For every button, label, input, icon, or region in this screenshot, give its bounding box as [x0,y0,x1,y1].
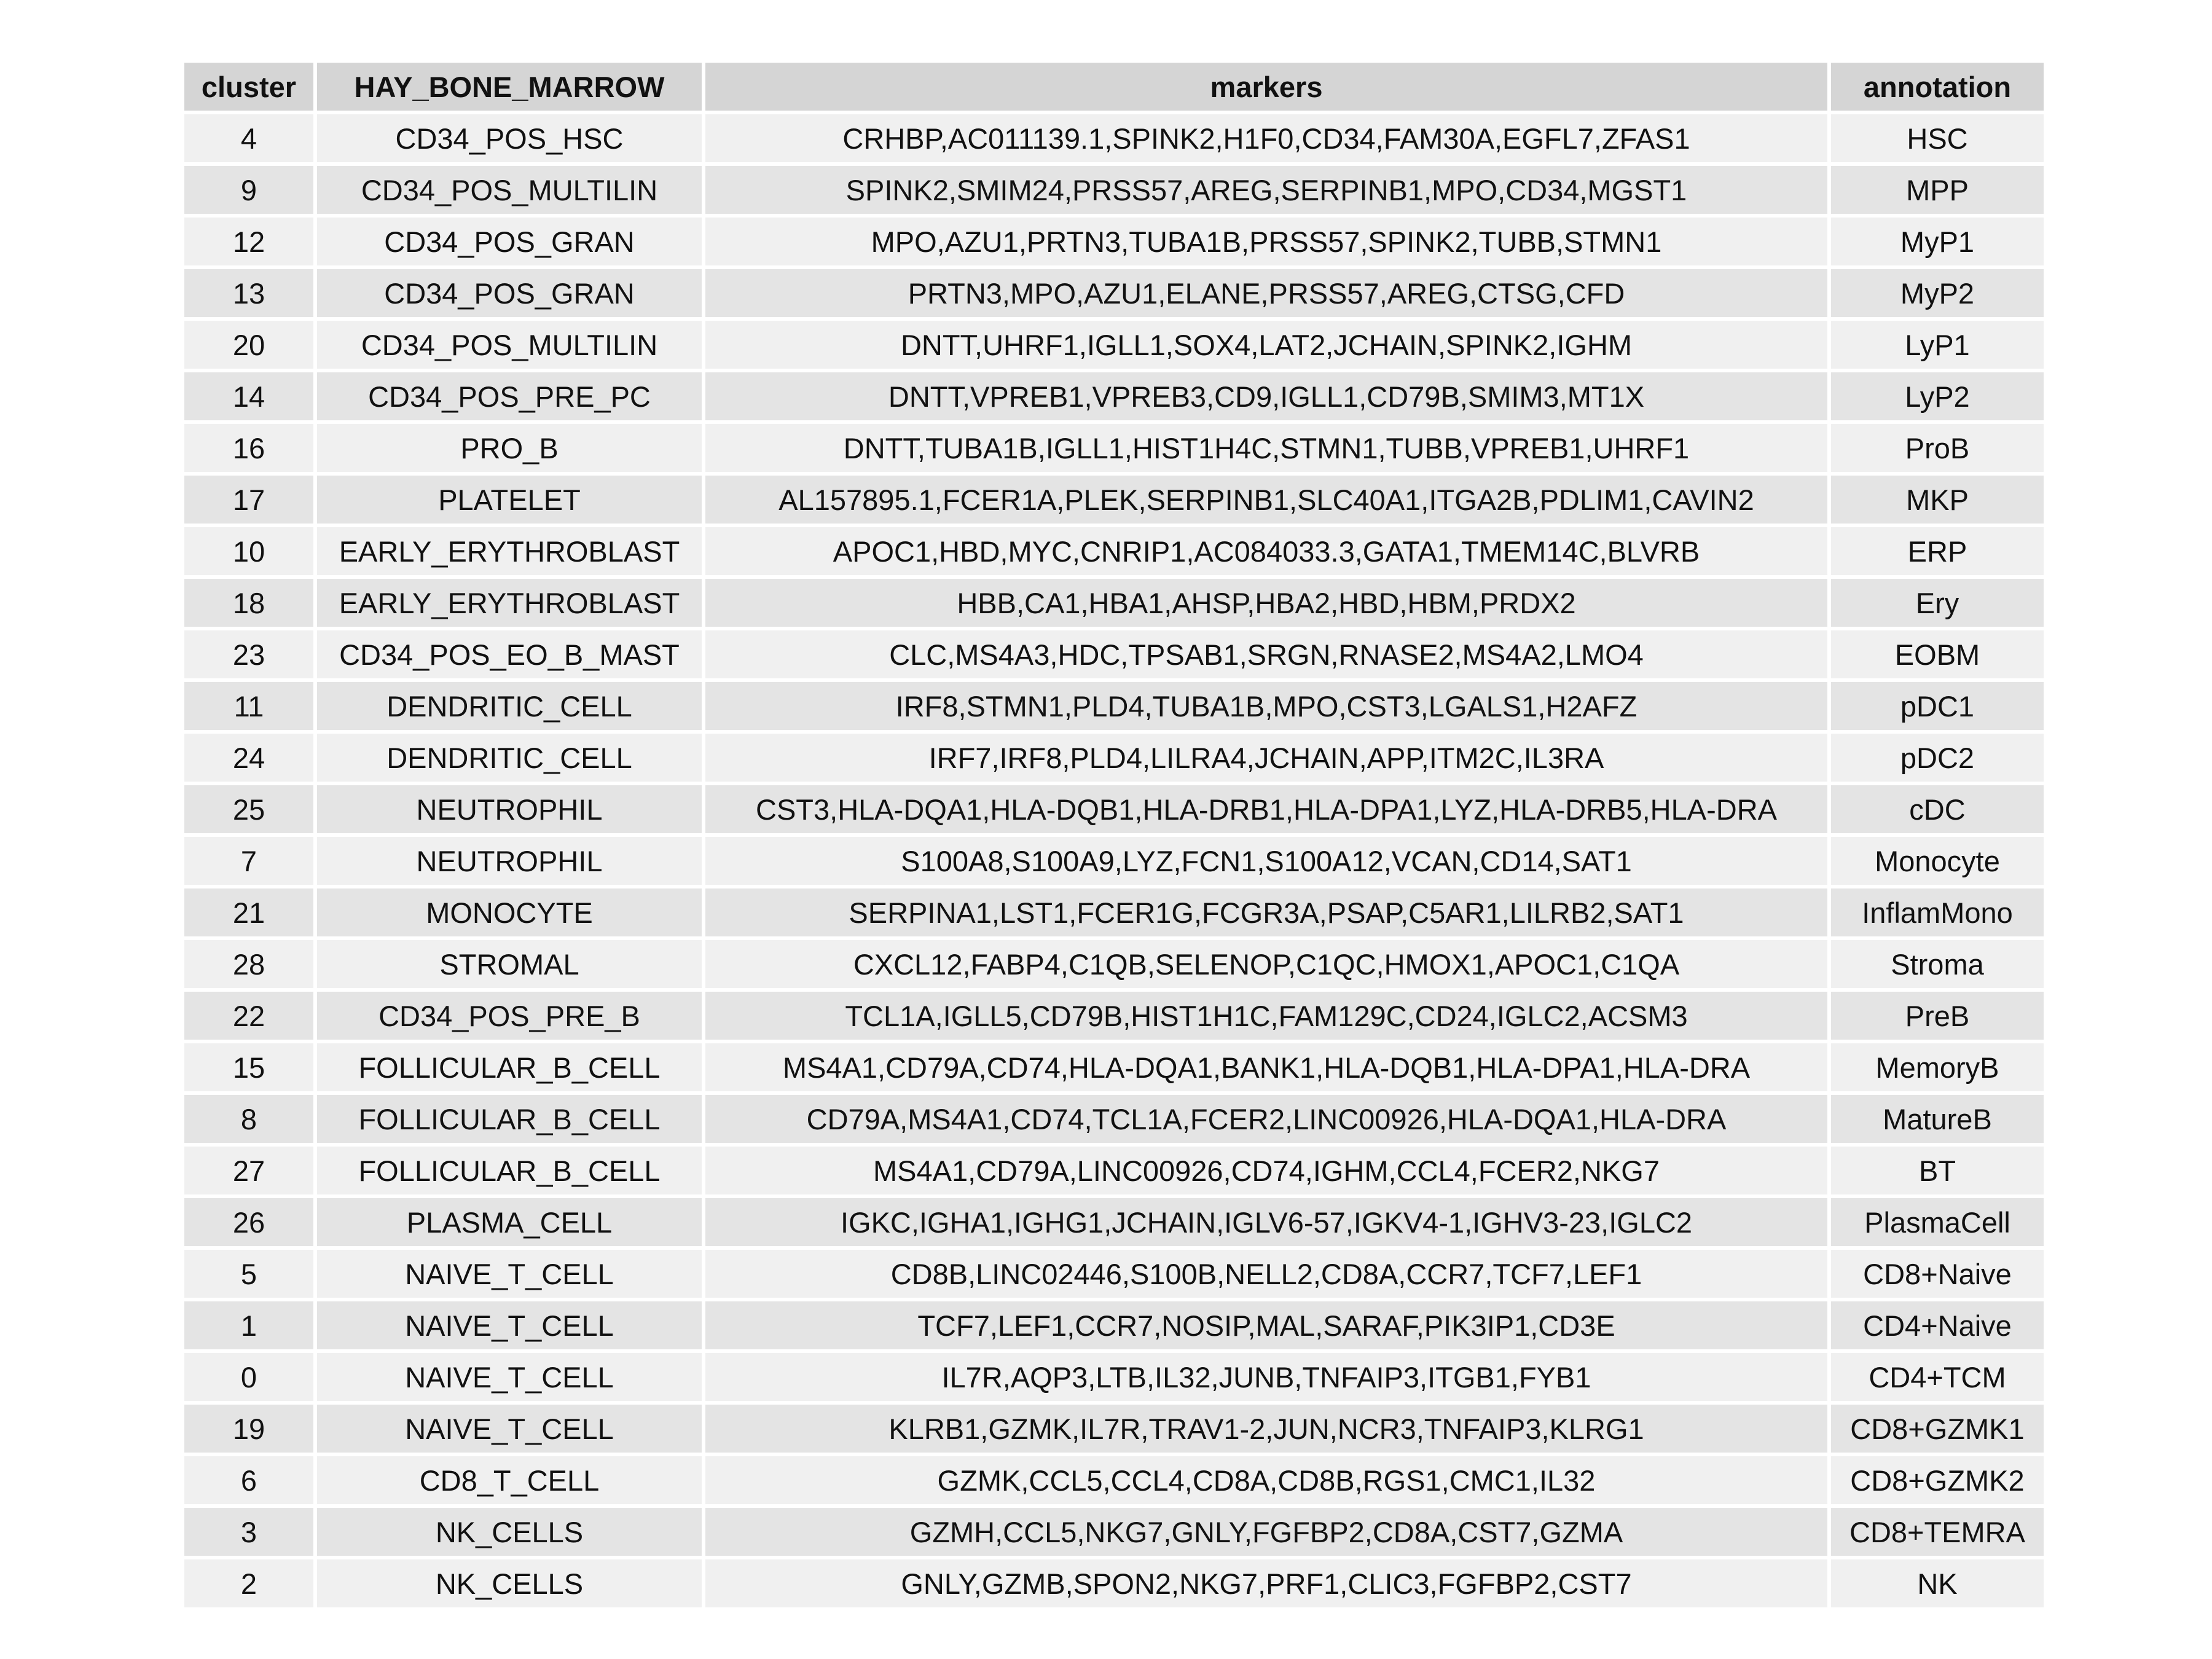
annotation-cell: cDC [1831,785,2044,833]
hay-bone-marrow-cell: NAIVE_T_CELL [317,1301,702,1349]
table-row [184,888,2044,936]
markers-cell: APOC1,HBD,MYC,CNRIP1,AC084033.3,GATA1,TMEM14C,BLVRB [705,527,1827,575]
markers-cell: MS4A1,CD79A,CD74,HLA-DQA1,BANK1,HLA-DQB1,HLA-DPA1,HLA-DRA [705,1043,1827,1091]
cluster-cell: 28 [184,940,313,988]
table-row [184,321,2044,369]
annotation-cell: MyP2 [1831,269,2044,317]
annotation-cell: CD8+Naive [1831,1250,2044,1298]
hay-bone-marrow-cell: CD34_POS_PRE_B [317,992,702,1040]
annotation-cell: MyP1 [1831,218,2044,265]
cluster-cell: 19 [184,1405,313,1453]
hay-bone-marrow-cell: FOLLICULAR_B_CELL [317,1095,702,1143]
annotation-cell: LyP2 [1831,372,2044,420]
table-row [184,734,2044,782]
markers-cell: GZMK,CCL5,CCL4,CD8A,CD8B,RGS1,CMC1,IL32 [705,1456,1827,1504]
hay-bone-marrow-cell: PLATELET [317,476,702,524]
hay-bone-marrow-cell: NK_CELLS [317,1559,702,1607]
annotation-cell: InflamMono [1831,888,2044,936]
hay-bone-marrow-cell: CD34_POS_EO_B_MAST [317,630,702,678]
table-body [184,114,2044,1607]
table-row [184,1456,2044,1504]
table-row [184,940,2044,988]
hay-bone-marrow-cell: FOLLICULAR_B_CELL [317,1043,702,1091]
table-row [184,682,2044,730]
cluster-cell: 0 [184,1353,313,1401]
column-header-annotation: annotation [1831,63,2044,111]
hay-bone-marrow-cell: NEUTROPHIL [317,837,702,885]
column-header-markers: markers [705,63,1827,111]
markers-cell: KLRB1,GZMK,IL7R,TRAV1-2,JUN,NCR3,TNFAIP3,KLRG1 [705,1405,1827,1453]
markers-cell: CD79A,MS4A1,CD74,TCL1A,FCER2,LINC00926,HLA-DQA1,HLA-DRA [705,1095,1827,1143]
table-row [184,476,2044,524]
hay-bone-marrow-cell: DENDRITIC_CELL [317,682,702,730]
table-row [184,1250,2044,1298]
marker-table-container [184,63,2040,1607]
cluster-cell: 26 [184,1198,313,1246]
cluster-cell: 13 [184,269,313,317]
markers-cell: IRF7,IRF8,PLD4,LILRA4,JCHAIN,APP,ITM2C,IL3RA [705,734,1827,782]
annotation-cell: Ery [1831,579,2044,627]
markers-cell: HBB,CA1,HBA1,AHSP,HBA2,HBD,HBM,PRDX2 [705,579,1827,627]
hay-bone-marrow-cell: CD34_POS_PRE_PC [317,372,702,420]
annotation-cell: HSC [1831,114,2044,162]
column-header-hay-bone-marrow: HAY_BONE_MARROW [317,63,702,111]
cluster-cell: 24 [184,734,313,782]
cluster-cell: 5 [184,1250,313,1298]
table-row [184,269,2044,317]
cluster-cell: 1 [184,1301,313,1349]
cluster-cell: 14 [184,372,313,420]
annotation-cell: NK [1831,1559,2044,1607]
hay-bone-marrow-cell: CD34_POS_HSC [317,114,702,162]
table-row [184,1508,2044,1556]
cluster-cell: 9 [184,166,313,214]
hay-bone-marrow-cell: PRO_B [317,424,702,472]
table-row [184,837,2044,885]
cluster-cell: 10 [184,527,313,575]
cluster-cell: 2 [184,1559,313,1607]
table-row [184,1301,2044,1349]
annotation-cell: pDC2 [1831,734,2044,782]
markers-cell: SERPINA1,LST1,FCER1G,FCGR3A,PSAP,C5AR1,LILRB2,SAT1 [705,888,1827,936]
table-row [184,372,2044,420]
annotation-cell: ProB [1831,424,2044,472]
table-row [184,527,2044,575]
markers-cell: CLC,MS4A3,HDC,TPSAB1,SRGN,RNASE2,MS4A2,LMO4 [705,630,1827,678]
table-row [184,1405,2044,1453]
markers-cell: AL157895.1,FCER1A,PLEK,SERPINB1,SLC40A1,ITGA2B,PDLIM1,CAVIN2 [705,476,1827,524]
hay-bone-marrow-cell: NEUTROPHIL [317,785,702,833]
annotation-cell: MPP [1831,166,2044,214]
cluster-cell: 18 [184,579,313,627]
table-row [184,166,2044,214]
table-row [184,1198,2044,1246]
table-row [184,630,2044,678]
annotation-cell: Monocyte [1831,837,2044,885]
annotation-cell: CD8+GZMK1 [1831,1405,2044,1453]
annotation-cell: LyP1 [1831,321,2044,369]
markers-cell: GNLY,GZMB,SPON2,NKG7,PRF1,CLIC3,FGFBP2,CST7 [705,1559,1827,1607]
annotation-cell: PlasmaCell [1831,1198,2044,1246]
markers-cell: DNTT,TUBA1B,IGLL1,HIST1H4C,STMN1,TUBB,VPREB1,UHRF1 [705,424,1827,472]
markers-cell: TCF7,LEF1,CCR7,NOSIP,MAL,SARAF,PIK3IP1,CD3E [705,1301,1827,1349]
markers-cell: IL7R,AQP3,LTB,IL32,JUNB,TNFAIP3,ITGB1,FYB1 [705,1353,1827,1401]
hay-bone-marrow-cell: CD34_POS_MULTILIN [317,166,702,214]
table-row [184,992,2044,1040]
annotation-cell: CD8+TEMRA [1831,1508,2044,1556]
table-row [184,785,2044,833]
annotation-cell: MKP [1831,476,2044,524]
markers-cell: GZMH,CCL5,NKG7,GNLY,FGFBP2,CD8A,CST7,GZMA [705,1508,1827,1556]
markers-cell: CRHBP,AC011139.1,SPINK2,H1F0,CD34,FAM30A,EGFL7,ZFAS1 [705,114,1827,162]
markers-cell: DNTT,UHRF1,IGLL1,SOX4,LAT2,JCHAIN,SPINK2,IGHM [705,321,1827,369]
hay-bone-marrow-cell: DENDRITIC_CELL [317,734,702,782]
cluster-cell: 16 [184,424,313,472]
hay-bone-marrow-cell: CD8_T_CELL [317,1456,702,1504]
annotation-cell: CD4+Naive [1831,1301,2044,1349]
hay-bone-marrow-cell: EARLY_ERYTHROBLAST [317,527,702,575]
marker-table [181,59,2047,1611]
markers-cell: MS4A1,CD79A,LINC00926,CD74,IGHM,CCL4,FCER2,NKG7 [705,1147,1827,1194]
hay-bone-marrow-cell: PLASMA_CELL [317,1198,702,1246]
table-row [184,218,2044,265]
annotation-cell: EOBM [1831,630,2044,678]
cluster-cell: 7 [184,837,313,885]
column-header-cluster: cluster [184,63,313,111]
cluster-cell: 11 [184,682,313,730]
markers-cell: SPINK2,SMIM24,PRSS57,AREG,SERPINB1,MPO,CD34,MGST1 [705,166,1827,214]
markers-cell: IGKC,IGHA1,IGHG1,JCHAIN,IGLV6-57,IGKV4-1,IGHV3-23,IGLC2 [705,1198,1827,1246]
hay-bone-marrow-cell: CD34_POS_MULTILIN [317,321,702,369]
annotation-cell: MemoryB [1831,1043,2044,1091]
table-header-row [184,63,2044,111]
annotation-cell: MatureB [1831,1095,2044,1143]
hay-bone-marrow-cell: NAIVE_T_CELL [317,1250,702,1298]
hay-bone-marrow-cell: STROMAL [317,940,702,988]
hay-bone-marrow-cell: FOLLICULAR_B_CELL [317,1147,702,1194]
table-row [184,1095,2044,1143]
markers-cell: DNTT,VPREB1,VPREB3,CD9,IGLL1,CD79B,SMIM3,MT1X [705,372,1827,420]
cluster-cell: 23 [184,630,313,678]
table-row [184,579,2044,627]
table-row [184,1559,2044,1607]
annotation-cell: pDC1 [1831,682,2044,730]
cluster-cell: 21 [184,888,313,936]
table-row [184,424,2044,472]
hay-bone-marrow-cell: NAIVE_T_CELL [317,1405,702,1453]
table-row [184,114,2044,162]
cluster-cell: 15 [184,1043,313,1091]
cluster-cell: 22 [184,992,313,1040]
markers-cell: CD8B,LINC02446,S100B,NELL2,CD8A,CCR7,TCF7,LEF1 [705,1250,1827,1298]
hay-bone-marrow-cell: CD34_POS_GRAN [317,218,702,265]
annotation-cell: PreB [1831,992,2044,1040]
hay-bone-marrow-cell: NAIVE_T_CELL [317,1353,702,1401]
markers-cell: TCL1A,IGLL5,CD79B,HIST1H1C,FAM129C,CD24,IGLC2,ACSM3 [705,992,1827,1040]
markers-cell: CST3,HLA-DQA1,HLA-DQB1,HLA-DRB1,HLA-DPA1,LYZ,HLA-DRB5,HLA-DRA [705,785,1827,833]
hay-bone-marrow-cell: NK_CELLS [317,1508,702,1556]
hay-bone-marrow-cell: MONOCYTE [317,888,702,936]
annotation-cell: CD4+TCM [1831,1353,2044,1401]
cluster-cell: 25 [184,785,313,833]
cluster-cell: 17 [184,476,313,524]
markers-cell: IRF8,STMN1,PLD4,TUBA1B,MPO,CST3,LGALS1,H2AFZ [705,682,1827,730]
cluster-cell: 12 [184,218,313,265]
cluster-cell: 3 [184,1508,313,1556]
hay-bone-marrow-cell: CD34_POS_GRAN [317,269,702,317]
cluster-cell: 6 [184,1456,313,1504]
markers-cell: CXCL12,FABP4,C1QB,SELENOP,C1QC,HMOX1,APOC1,C1QA [705,940,1827,988]
cluster-cell: 4 [184,114,313,162]
hay-bone-marrow-cell: EARLY_ERYTHROBLAST [317,579,702,627]
cluster-cell: 20 [184,321,313,369]
markers-cell: MPO,AZU1,PRTN3,TUBA1B,PRSS57,SPINK2,TUBB,STMN1 [705,218,1827,265]
annotation-cell: BT [1831,1147,2044,1194]
markers-cell: PRTN3,MPO,AZU1,ELANE,PRSS57,AREG,CTSG,CFD [705,269,1827,317]
annotation-cell: ERP [1831,527,2044,575]
annotation-cell: CD8+GZMK2 [1831,1456,2044,1504]
table-row [184,1353,2044,1401]
cluster-cell: 27 [184,1147,313,1194]
table-row [184,1043,2044,1091]
table-row [184,1147,2044,1194]
markers-cell: S100A8,S100A9,LYZ,FCN1,S100A12,VCAN,CD14,SAT1 [705,837,1827,885]
annotation-cell: Stroma [1831,940,2044,988]
cluster-cell: 8 [184,1095,313,1143]
